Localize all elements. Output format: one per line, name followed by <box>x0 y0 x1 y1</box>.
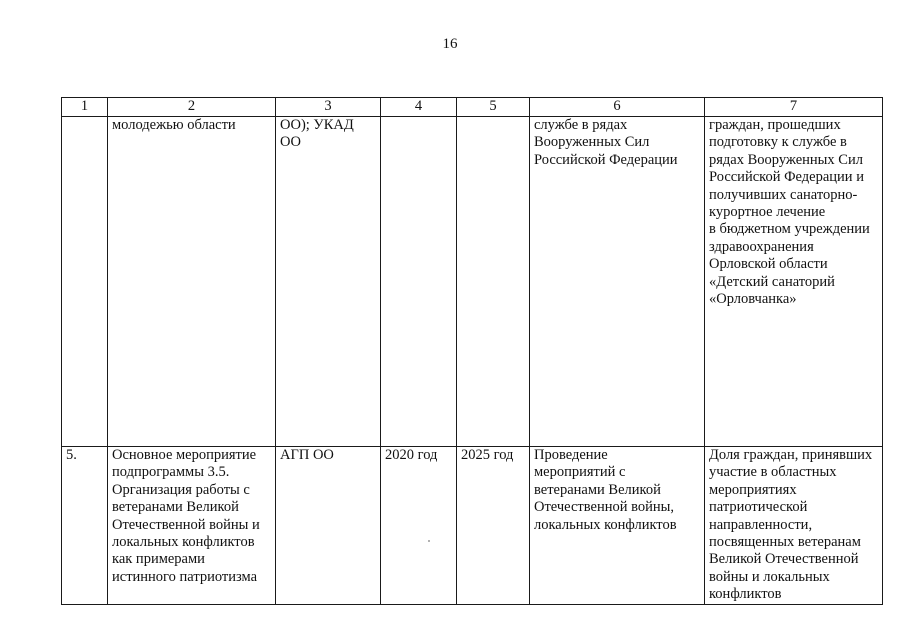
cell-text-line: курортное лечение <box>709 204 826 221</box>
cell-start-year <box>381 117 457 447</box>
cell-text-line: посвященных ветеранам <box>709 534 861 551</box>
cell-text-line: Российской Федерации <box>534 151 678 168</box>
cell-text-line: Вооруженных Сил <box>534 134 650 151</box>
scan-speck <box>428 540 430 542</box>
cell-text-line: Российской Федерации и <box>709 169 864 186</box>
cell-text-line: мероприятиях <box>709 481 797 498</box>
cell-expected-result <box>530 447 705 605</box>
header-col-2: 2 <box>108 98 276 117</box>
cell-text-line: Основное мероприятие <box>112 447 257 463</box>
measures-table <box>61 97 883 605</box>
cell-text-line: Отечественной войны и <box>112 516 260 533</box>
header-col-1: 1 <box>62 98 108 117</box>
cell-text-line: Орловской области <box>709 256 828 273</box>
header-col-5: 5 <box>457 98 530 117</box>
cell-number <box>62 117 108 447</box>
cell-text-line: подготовку к службе в <box>709 134 847 151</box>
cell-text-line: войны и локальных <box>709 568 830 585</box>
cell-text-line: «Детский санаторий <box>709 273 835 290</box>
cell-text-line: истинного патриотизма <box>112 568 258 585</box>
cell-text-line: ОО); УКАД <box>280 117 354 133</box>
cell-text-line: подпрограммы 3.5. <box>112 464 230 481</box>
cell-text-line: «Орловчанка» <box>709 291 797 308</box>
page-number: 16 <box>442 36 458 52</box>
cell-measure-name <box>108 117 276 447</box>
header-col-3: 3 <box>276 98 381 117</box>
header-row <box>62 98 883 117</box>
cell-text-line: Великой Отечественной <box>709 551 859 568</box>
cell-text-line: здравоохранения <box>709 238 814 255</box>
cell-text-line: локальных конфликтов <box>112 534 255 551</box>
cell-text-line: Доля граждан, принявших <box>709 447 873 463</box>
table-row-continuation <box>62 117 883 447</box>
header-col-6: 6 <box>530 98 705 117</box>
cell-text-line: конфликтов <box>709 586 782 603</box>
cell-text-line: Отечественной войны, <box>534 499 674 516</box>
cell-text-line: Организация работы с <box>112 481 250 498</box>
table-row-5 <box>62 447 883 605</box>
cell-text-line: в бюджетном учреждении <box>709 221 870 238</box>
header-col-7: 7 <box>705 98 883 117</box>
cell-text-line: участие в областных <box>709 464 837 481</box>
cell-text-line: граждан, прошедших <box>709 117 841 133</box>
cell-end-year <box>457 117 530 447</box>
cell-start-year: 2020 год <box>381 447 457 605</box>
cell-text-line: молодежью области <box>112 117 236 133</box>
cell-text-line: ветеранами Великой <box>112 499 239 516</box>
cell-end-year: 2025 год <box>457 447 530 605</box>
cell-text-line: ветеранами Великой <box>534 481 661 498</box>
cell-text-line: мероприятий с <box>534 464 626 481</box>
cell-text-line: службе в рядах <box>534 117 628 133</box>
cell-text-line: ОО <box>280 134 301 151</box>
cell-text-line: Проведение <box>534 447 608 463</box>
header-col-4: 4 <box>381 98 457 117</box>
cell-expected-result <box>530 117 705 447</box>
cell-text-line: получивших санаторно- <box>709 186 858 203</box>
cell-indicator <box>705 117 883 447</box>
cell-indicator <box>705 447 883 605</box>
cell-measure-name <box>108 447 276 605</box>
cell-text-line: как примерами <box>112 551 205 568</box>
cell-text-line: патриотической <box>709 499 808 516</box>
cell-text-line: АГП ОО <box>280 447 334 463</box>
cell-text-line: локальных конфликтов <box>534 516 677 533</box>
cell-executor <box>276 447 381 605</box>
cell-text-line: рядах Вооруженных Сил <box>709 151 863 168</box>
cell-executor <box>276 117 381 447</box>
cell-number: 5. <box>62 447 108 605</box>
cell-text-line: направленности, <box>709 516 813 533</box>
